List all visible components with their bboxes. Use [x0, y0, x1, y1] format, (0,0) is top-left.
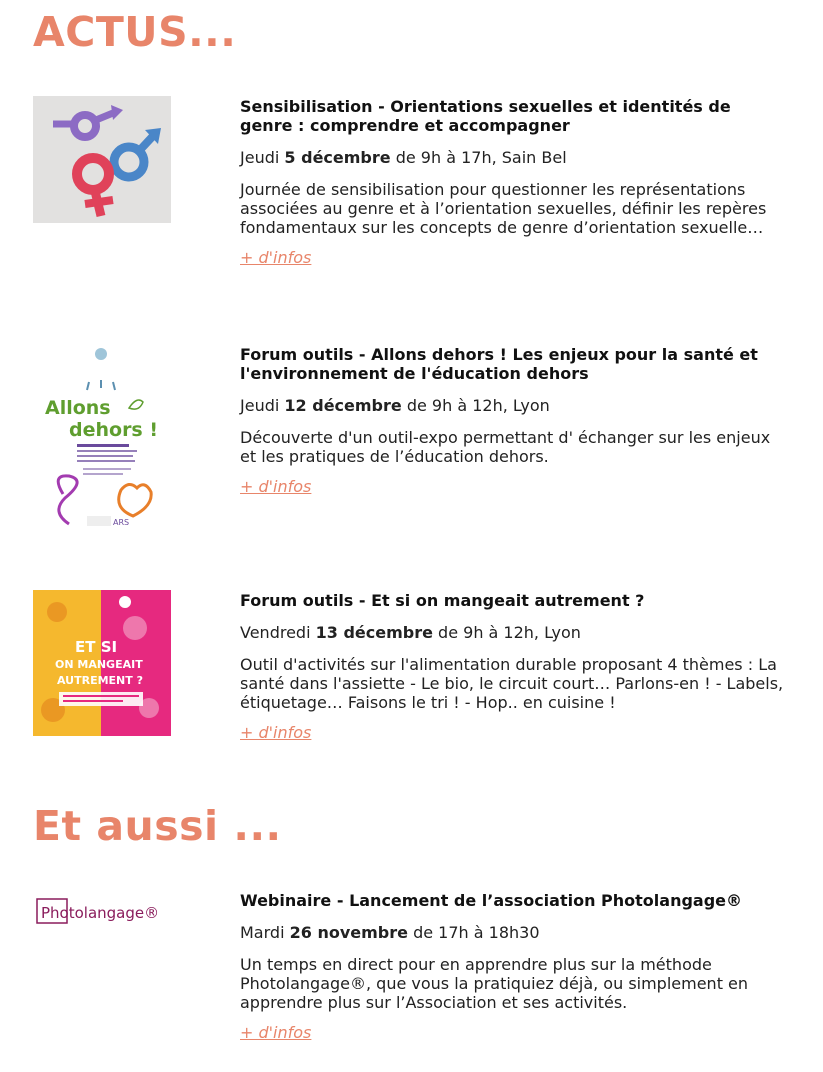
event-description: Un temps en direct pour en apprendre plus sur la méthode Photolangage®, que vous la pratiquiez déjà, ou simplement en apprendre plus sur l’Association et ses activités. — [240, 955, 749, 1012]
svg-text:ARS: ARS — [113, 518, 130, 527]
event-date: Jeudi 12 décembre de 9h à 12h, Lyon — [240, 396, 550, 415]
gender-symbols-icon[interactable] — [33, 96, 171, 223]
event-description: Outil d'activités sur l'alimentation durable proposant 4 thèmes : La santé dans l'assiette - Le bio, le circuit court… Parlons-en ! - Labels, étiquetage… Faisons le tri ! - Hop.. en cuisine ! — [240, 655, 784, 712]
more-info-link[interactable]: + d'infos — [240, 1023, 312, 1042]
svg-text:ET SI: ET SI — [75, 638, 118, 656]
event-date: Vendredi 13 décembre de 9h à 12h, Lyon — [240, 623, 581, 642]
more-info-link[interactable]: + d'infos — [240, 723, 312, 742]
event-description: Journée de sensibilisation pour questionner les représentations associées au genre et à l’orientation sexuelles, définir les repères fondamentaux sur les concepts de genre d’orientation sexuelle… — [240, 180, 767, 237]
more-info-link[interactable]: + d'infos — [240, 248, 312, 267]
section-title-actus: ACTUS... — [33, 8, 237, 56]
event-title: Forum outils - Allons dehors ! Les enjeux pour la santé et l'environnement de l'éducation dehors — [240, 345, 758, 383]
et-si-on-mangeait-autrement-poster-icon[interactable] — [33, 590, 171, 736]
section-title-et-aussi: Et aussi ... — [33, 802, 282, 850]
allons-dehors-poster-icon[interactable] — [33, 344, 171, 540]
photolangage-logo[interactable] — [33, 895, 171, 927]
svg-text:ON MANGEAIT: ON MANGEAIT — [55, 658, 143, 671]
event-date: Mardi 26 novembre de 17h à 18h30 — [240, 923, 540, 942]
event-title: Forum outils - Et si on mangeait autrement ? — [240, 591, 645, 610]
svg-text:AUTREMENT ?: AUTREMENT ? — [57, 674, 143, 687]
svg-text:dehors !: dehors ! — [69, 419, 159, 441]
event-date: Jeudi 5 décembre de 9h à 17h, Sain Bel — [240, 148, 567, 167]
event-description: Découverte d'un outil-expo permettant d' échanger sur les enjeux et les pratiques de l’éducation dehors. — [240, 428, 771, 466]
svg-text:Allons: Allons — [45, 397, 111, 419]
event-title: Webinaire - Lancement de l’association Photolangage® — [240, 891, 743, 910]
svg-text:Photolangage®: Photolangage® — [41, 904, 160, 922]
more-info-link[interactable]: + d'infos — [240, 477, 312, 496]
event-title: Sensibilisation - Orientations sexuelles et identités de genre : comprendre et accompagner — [240, 97, 731, 135]
